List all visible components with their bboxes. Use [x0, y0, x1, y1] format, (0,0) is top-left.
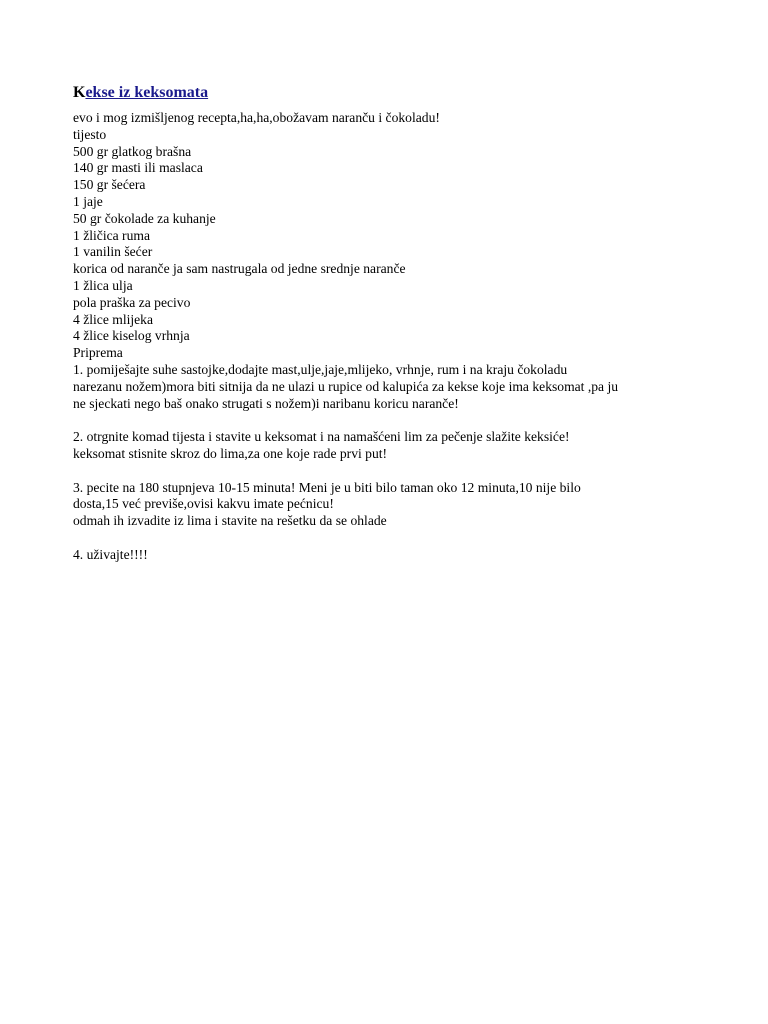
ingredient-item: 1 žlica ulja: [73, 277, 133, 293]
step-4: [73, 547, 713, 564]
step-line: 2. otrgnite komad tijesta i stavite u keksomat i na namašćeni lim za pečenje slažite keksiće!: [73, 429, 570, 445]
step-line: 4. uživajte!!!!: [73, 546, 148, 562]
ingredient-item: pola praška za pecivo: [73, 294, 191, 310]
paragraph-spacer: [73, 530, 713, 547]
step-3: [73, 480, 713, 530]
ingredient-item: 4 žlice kiselog vrhnja: [73, 328, 190, 344]
preparation-heading: Priprema: [73, 345, 123, 361]
document-page: [73, 82, 713, 564]
ingredient-item: korica od naranče ja sam nastrugala od jedne srednje naranče: [73, 261, 406, 277]
ingredient-item: 150 gr šećera: [73, 177, 146, 193]
step-line: 1. pomiješajte suhe sastojke,dodajte mast,ulje,jaje,mlijeko, vrhnje, rum i na kraju čokoladu: [73, 361, 568, 377]
ingredient-item: 1 vanilin šećer: [73, 244, 153, 260]
step-1: [73, 362, 713, 412]
step-line: 3. pecite na 180 stupnjeva 10-15 minuta! Meni je u biti bilo taman oko 12 minuta,10 nije bilo: [73, 479, 581, 495]
step-line: keksomat stisnite skroz do lima,za one koje rade prvi put!: [73, 445, 388, 461]
step-2: [73, 429, 713, 463]
step-line: ne sjeckati nego baš onako strugati s nožem)i naribanu koricu naranče!: [73, 395, 459, 411]
ingredient-item: 1 jaje: [73, 193, 103, 209]
ingredient-item: 140 gr masti ili maslaca: [73, 160, 203, 176]
step-line: odmah ih izvadite iz lima i stavite na rešetku da se ohlade: [73, 513, 387, 529]
dough-heading: tijesto: [73, 126, 107, 142]
ingredient-list: [73, 144, 713, 346]
ingredient-item: 50 gr čokolade za kuhanje: [73, 210, 216, 226]
recipe-title-link[interactable]: ekse iz keksomata: [85, 84, 209, 101]
title-first-letter: K: [73, 84, 86, 101]
step-line: dosta,15 već previše,ovisi kakvu imate pećnicu!: [73, 496, 334, 512]
ingredient-item: 1 žličica ruma: [73, 227, 150, 243]
ingredient-item: 4 žlice mlijeka: [73, 311, 154, 327]
paragraph-spacer: [73, 463, 713, 480]
ingredient-item: 500 gr glatkog brašna: [73, 143, 192, 159]
step-line: narezanu nožem)mora biti sitnija da ne ulazi u rupice od kalupića za kekse koje ima keksomat ,pa ju: [73, 378, 619, 394]
intro-text: evo i mog izmišljenog recepta,ha,ha,obožavam naranču i čokoladu!: [73, 110, 440, 125]
paragraph-spacer: [73, 412, 713, 429]
recipe-title: [73, 82, 713, 104]
